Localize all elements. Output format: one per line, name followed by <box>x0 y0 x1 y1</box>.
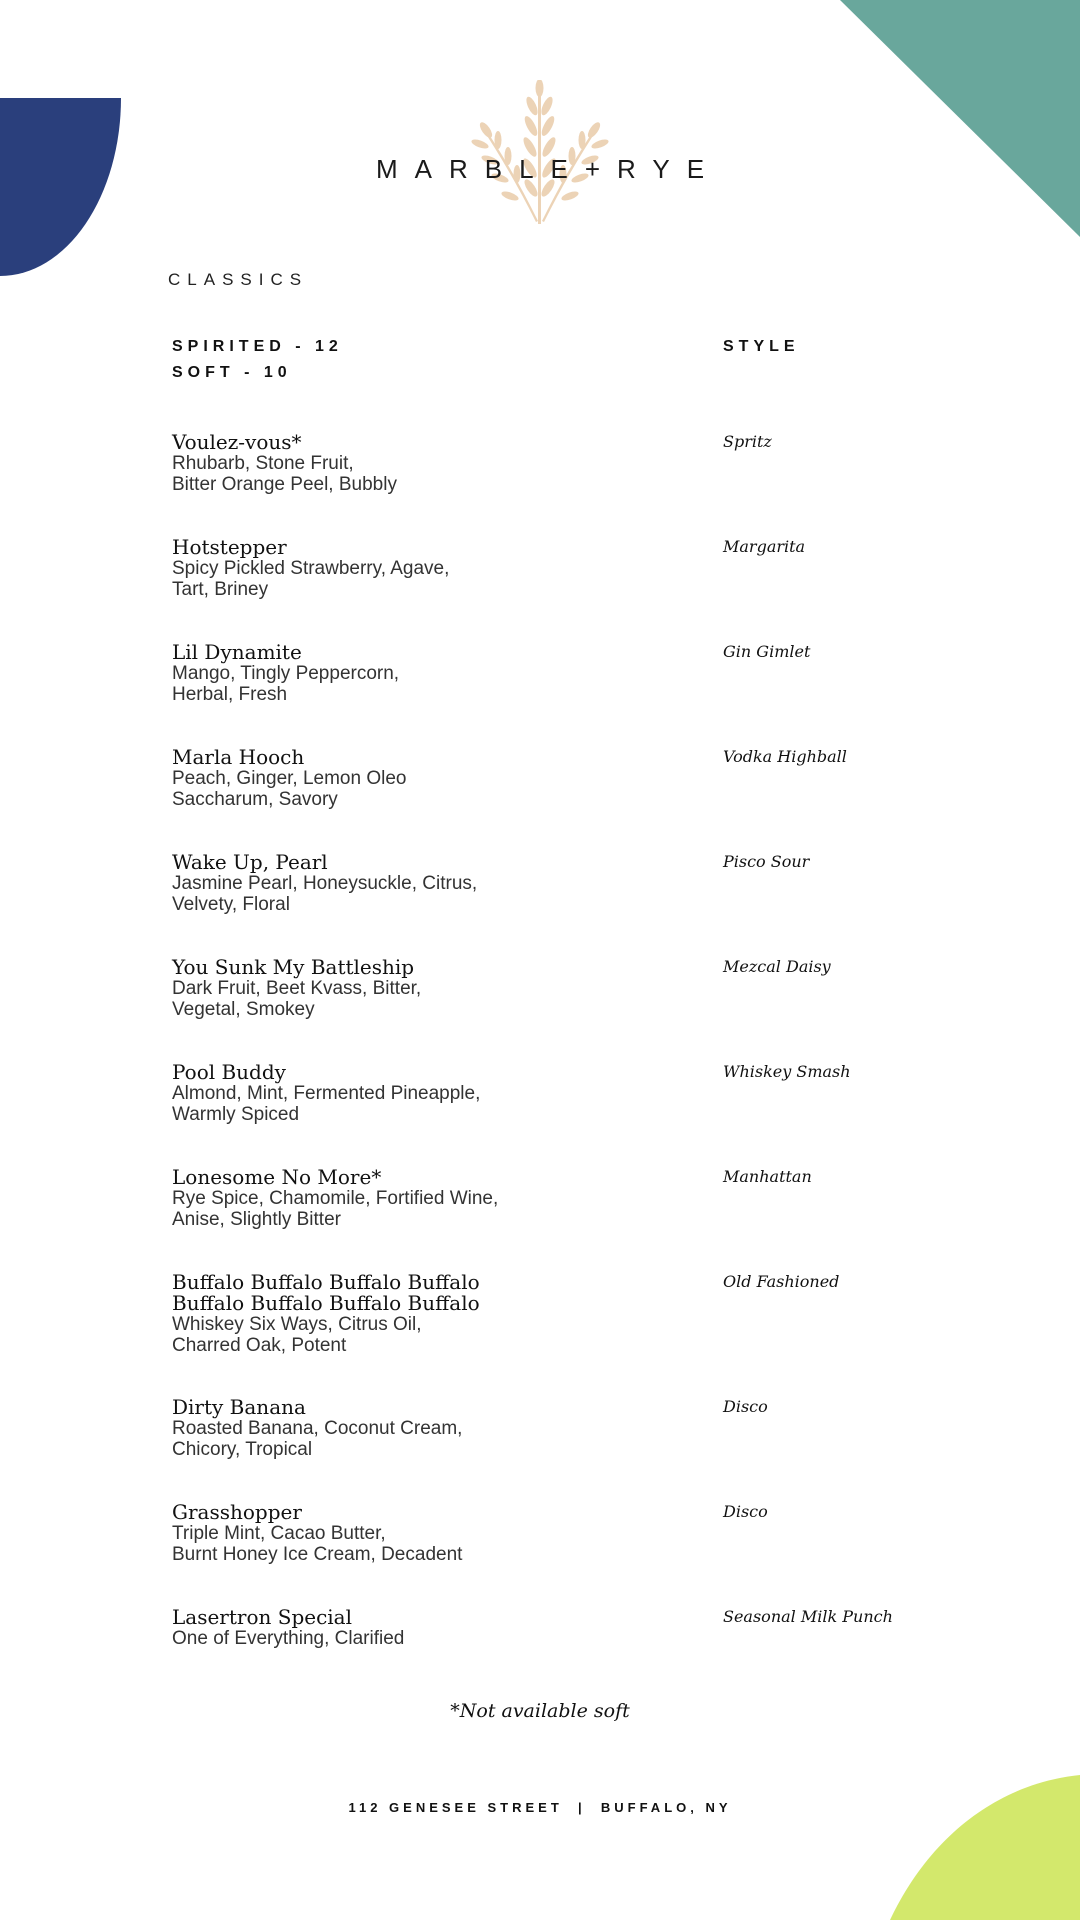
item-name: Buffalo Buffalo Buffalo Buffalo Buffalo Buffalo Buffalo Buffalo <box>172 1270 480 1315</box>
item-name: Pool Buddy <box>172 1060 286 1084</box>
item-description: Rhubarb, Stone Fruit, Bitter Orange Peel, Bubbly <box>172 453 397 495</box>
item-description: Rye Spice, Chamomile, Fortified Wine, Anise, Slightly Bitter <box>172 1188 499 1230</box>
item-description: Dark Fruit, Beet Kvass, Bitter, Vegetal, Smokey <box>172 978 422 1020</box>
item-description: Whiskey Six Ways, Citrus Oil, Charred Oak, Potent <box>172 1314 422 1356</box>
item-description: Mango, Tingly Peppercorn, Herbal, Fresh <box>172 663 400 705</box>
item-style: Disco <box>723 1502 768 1521</box>
item-name: Grasshopper <box>172 1500 302 1524</box>
logo-wordmark: MARBLE+RYE <box>375 154 722 184</box>
menu-item <box>172 537 1032 600</box>
menu-item <box>172 1272 1032 1356</box>
menu-item <box>172 1062 1032 1125</box>
item-style: Spritz <box>723 432 772 451</box>
item-name: Lasertron Special <box>172 1605 352 1629</box>
item-style: Whiskey Smash <box>723 1062 851 1081</box>
style-header: STYLE <box>723 338 800 355</box>
item-description: Roasted Banana, Coconut Cream, Chicory, Tropical <box>172 1418 463 1460</box>
item-name: Marla Hooch <box>172 745 305 769</box>
menu-item <box>172 432 1032 495</box>
item-description: Triple Mint, Cacao Butter, Burnt Honey Ice Cream, Decadent <box>172 1523 463 1565</box>
item-name: Wake Up, Pearl <box>172 850 328 874</box>
price-spirited: SPIRITED - 12 <box>172 338 343 355</box>
item-style: Pisco Sour <box>723 852 810 871</box>
logo <box>0 80 1080 230</box>
price-header <box>172 334 343 386</box>
item-style: Old Fashioned <box>723 1272 840 1291</box>
menu-item <box>172 1607 1032 1649</box>
item-style: Vodka Highball <box>723 747 847 766</box>
item-name: You Sunk My Battleship <box>172 955 415 979</box>
item-description: One of Everything, Clarified <box>172 1628 405 1649</box>
item-style: Manhattan <box>723 1167 812 1186</box>
item-style: Seasonal Milk Punch <box>723 1607 893 1626</box>
item-name: Lonesome No More* <box>172 1165 382 1189</box>
menu-item <box>172 642 1032 705</box>
wheat-icon <box>450 80 630 226</box>
item-description: Spicy Pickled Strawberry, Agave, Tart, Briney <box>172 558 450 600</box>
footnote: *Not available soft <box>450 1700 630 1722</box>
menu-item <box>172 852 1032 915</box>
menu-item <box>172 957 1032 1020</box>
lime-circle-segment <box>840 1775 1080 1920</box>
item-name: Hotstepper <box>172 535 287 559</box>
menu-item <box>172 1167 1032 1230</box>
item-name: Voulez-vous* <box>172 430 302 454</box>
item-description: Almond, Mint, Fermented Pineapple, Warmly Spiced <box>172 1083 481 1125</box>
item-description: Peach, Ginger, Lemon Oleo Saccharum, Savory <box>172 768 407 810</box>
address: 112 GENESEE STREET | BUFFALO, NY <box>348 1800 732 1815</box>
item-name: Dirty Banana <box>172 1395 306 1419</box>
item-style: Gin Gimlet <box>723 642 811 661</box>
menu-item <box>172 1397 1032 1460</box>
item-description: Jasmine Pearl, Honeysuckle, Citrus, Velvety, Floral <box>172 873 478 915</box>
menu-item <box>172 1502 1032 1565</box>
item-style: Mezcal Daisy <box>723 957 831 976</box>
item-style: Disco <box>723 1397 768 1416</box>
section-title: CLASSICS <box>168 270 309 289</box>
price-soft: SOFT - 10 <box>172 364 292 381</box>
menu-item <box>172 747 1032 810</box>
item-style: Margarita <box>723 537 806 556</box>
item-name: Lil Dynamite <box>172 640 302 664</box>
